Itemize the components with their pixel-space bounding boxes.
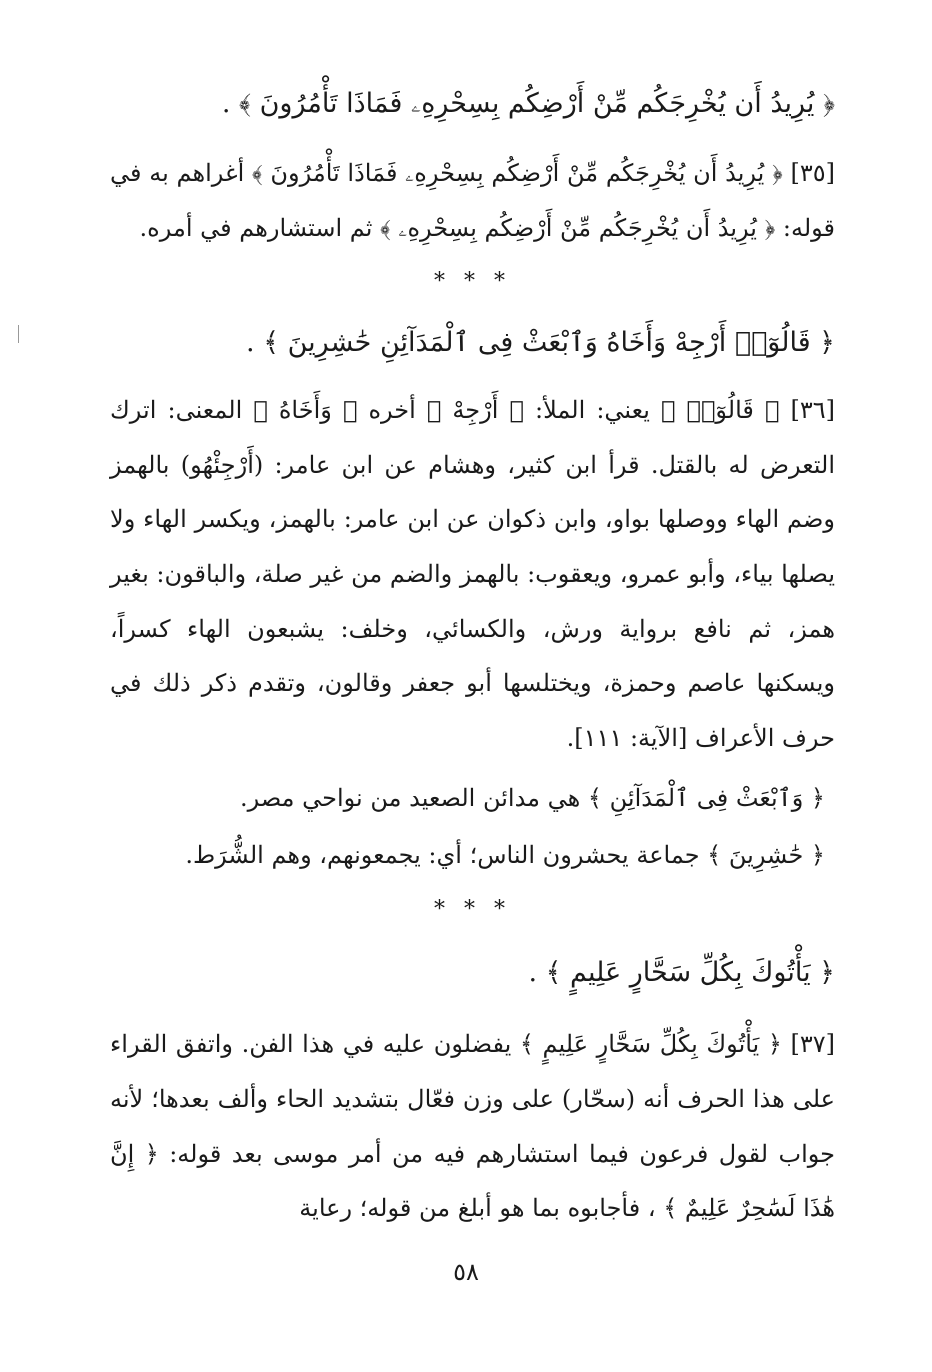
verse-35: ﴿ يُرِيدُ أَن يُخْرِجَكُم مِّنْ أَرْضِكُم بِسِحْرِهِۦ فَمَاذَا تَأْمُرُونَ ﴾ . [221, 88, 835, 119]
commentary-35: [٣٥] ﴿ يُرِيدُ أَن يُخْرِجَكُم مِّنْ أَرْضِكُم بِسِحْرِهِۦ فَمَاذَا تَأْمُرُونَ ﴾ أغراهم به في قوله: ﴿ يُرِيدُ أَن يُخْرِجَكُم مِّنْ أَرْضِكُم بِسِحْرِهِۦ ﴾ ثم استشارهم في أمره. [110, 159, 835, 242]
section-separator: * * * [434, 897, 511, 923]
commentary-37: [٣٧] ﴿ يَأْتُوكَ بِكُلِّ سَحَّارٍ عَلِيمٍ ﴾ يفضلون عليه في هذا الفن. واتفق القراء على هذا الحرف أنه (سحّار) على وزن فعّال بتشديد الحاء وألف بعدها؛ لأنه جواب لقول فرعون فيما استشارهم فيه من أمر موسى بعد قوله: ﴿ إِنَّ هَٰذَا لَسَٰحِرٌ عَلِيمٌ ﴾ ، فأجابوه بما هو أبلغ من قوله؛ رعاية [110, 1030, 835, 1223]
verse-37: ﴿ يَأْتُوكَ بِكُلِّ سَحَّارٍ عَلِيمٍ ﴾ . [528, 957, 835, 989]
page-number: ٥٨ [453, 1258, 479, 1286]
page-body [110, 70, 835, 1236]
section-separator: * * * [434, 269, 511, 295]
gloss-al-madain: ﴿ وَٱبْعَثْ فِى ٱلْمَدَآئِنِ ﴾ هي مدائن الصعيد من نواحي مصر. [239, 784, 825, 813]
verse-36: ﴿ قَالُوٓا۟ أَرْجِهْ وَأَخَاهُ وَٱبْعَثْ فِى ٱلْمَدَآئِنِ حَٰشِرِينَ ﴾ . [246, 327, 835, 359]
commentary-36: [٣٦] ﴿ قَالُوٓا۟ ﴾ يعني: الملأ: ﴿ أَرْجِهْ ﴾ أخره ﴿ وَأَخَاهُ ﴾ المعنى: اترك التعرض له بالقتل. قرأ ابن كثير، وهشام عن ابن عامر: (أَرْجِئْهُو) بالهمز وضم الهاء ووصلها بواو، وابن ذكوان عن ابن عامر: بالهمز، ويكسر الهاء ولا يصلها بياء، وأبو عمرو، ويعقوب: بالهمز والضم من غير صلة، والباقون: بغير همز، ثم نافع برواية ورش، والكسائي، وخلف: يشبعون الهاء كسراً، ويسكنها عاصم وحمزة، ويختلسها أبو جعفر وقالون، وتقدم ذكر ذلك في حرف الأعراف [الآية: ١١١]. [110, 396, 835, 752]
gloss-hashirin: ﴿ حَٰشِرِينَ ﴾ جماعة يحشرون الناس؛ أي: يجمعونهم، وهم الشُّرَط. [185, 841, 825, 870]
margin-mark [18, 325, 19, 343]
